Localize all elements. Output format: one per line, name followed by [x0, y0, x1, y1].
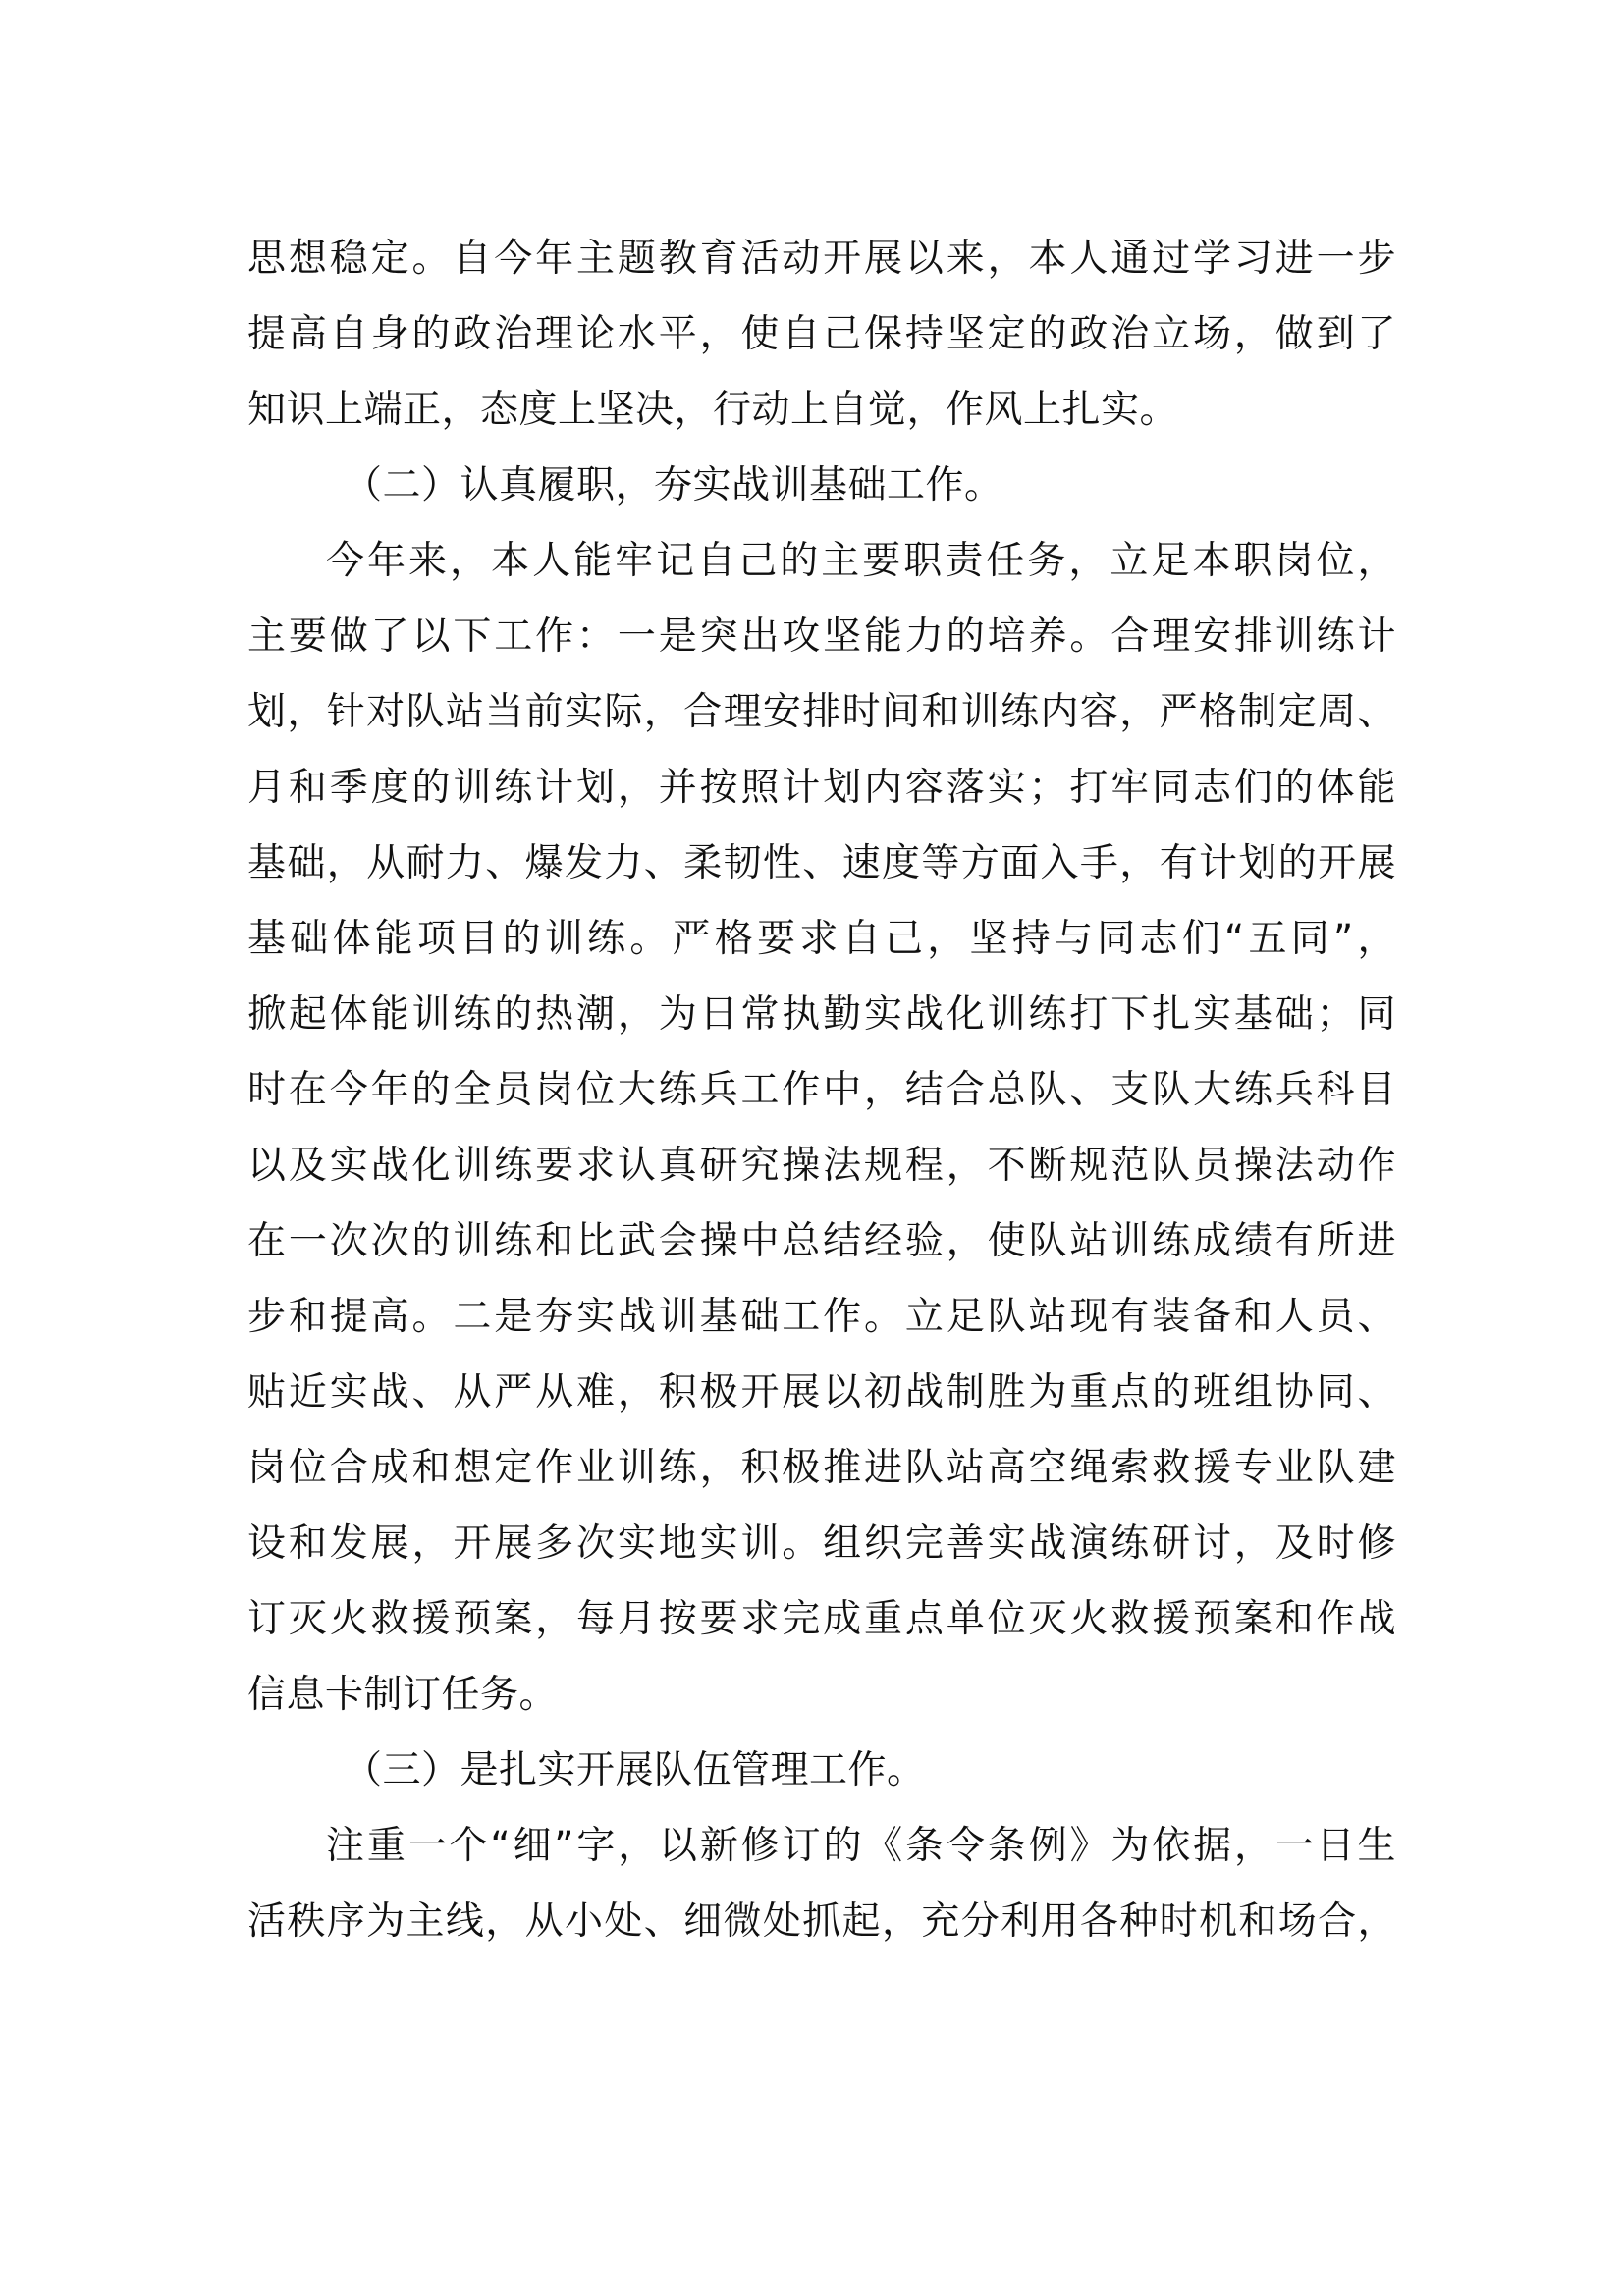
- paragraph-first-line: 今年来，本人能牢记自己的主要职责任务，立足本职岗位，: [326, 539, 1396, 583]
- text-line: 订灭火救援预案，每月按要求完成重点单位灭火救援预案和作战: [247, 1597, 1396, 1641]
- text-line: 提高自身的政治理论水平，使自己保持坚定的政治立场，做到了: [247, 312, 1396, 356]
- text-line: 信息卡制订任务。: [247, 1673, 559, 1717]
- text-line: 思想稳定。自今年主题教育活动开展以来，本人通过学习进一步: [247, 237, 1396, 281]
- text-line: 划，针对队站当前实际，合理安排时间和训练内容，严格制定周、: [247, 690, 1396, 734]
- text-line: 知识上端正，态度上坚决，行动上自觉，作风上扎实。: [247, 388, 1179, 432]
- section-heading-2: （二）认真履职，夯实战训基础工作。: [344, 463, 1003, 507]
- section-heading-3: （三）是扎实开展队伍管理工作。: [344, 1748, 926, 1792]
- text-line: 贴近实战、从严从难，积极开展以初战制胜为重点的班组协同、: [247, 1370, 1396, 1415]
- text-line: 步和提高。二是夯实战训基础工作。立足队站现有装备和人员、: [247, 1295, 1396, 1339]
- text-line: 以及实战化训练要求认真研究操法规程，不断规范队员操法动作: [247, 1144, 1396, 1188]
- text-line: 掀起体能训练的热潮，为日常执勤实战化训练打下扎实基础；同: [247, 992, 1396, 1037]
- text-line: 时在今年的全员岗位大练兵工作中，结合总队、支队大练兵科目: [247, 1068, 1396, 1112]
- text-line: 岗位合成和想定作业训练，积极推进队站高空绳索救援专业队建: [247, 1446, 1396, 1490]
- text-line: 设和发展，开展多次实地实训。组织完善实战演练研讨，及时修: [247, 1522, 1396, 1566]
- text-line: 在一次次的训练和比武会操中总结经验，使队站训练成绩有所进: [247, 1219, 1396, 1263]
- text-line: 基础体能项目的训练。严格要求自己，坚持与同志们“五同”，: [247, 917, 1396, 961]
- body-text: [247, 221, 1396, 1959]
- text-line: 活秩序为主线，从小处、细微处抓起，充分利用各种时机和场合，: [247, 1899, 1396, 1944]
- text-line: 基础，从耐力、爆发力、柔韧性、速度等方面入手，有计划的开展: [247, 841, 1396, 885]
- text-line: 月和季度的训练计划，并按照计划内容落实；打牢同志们的体能: [247, 766, 1396, 810]
- text-line: 主要做了以下工作：一是突出攻坚能力的培养。合理安排训练计: [247, 614, 1396, 659]
- paragraph-first-line: 注重一个“细”字，以新修订的《条令条例》为依据，一日生: [326, 1824, 1396, 1868]
